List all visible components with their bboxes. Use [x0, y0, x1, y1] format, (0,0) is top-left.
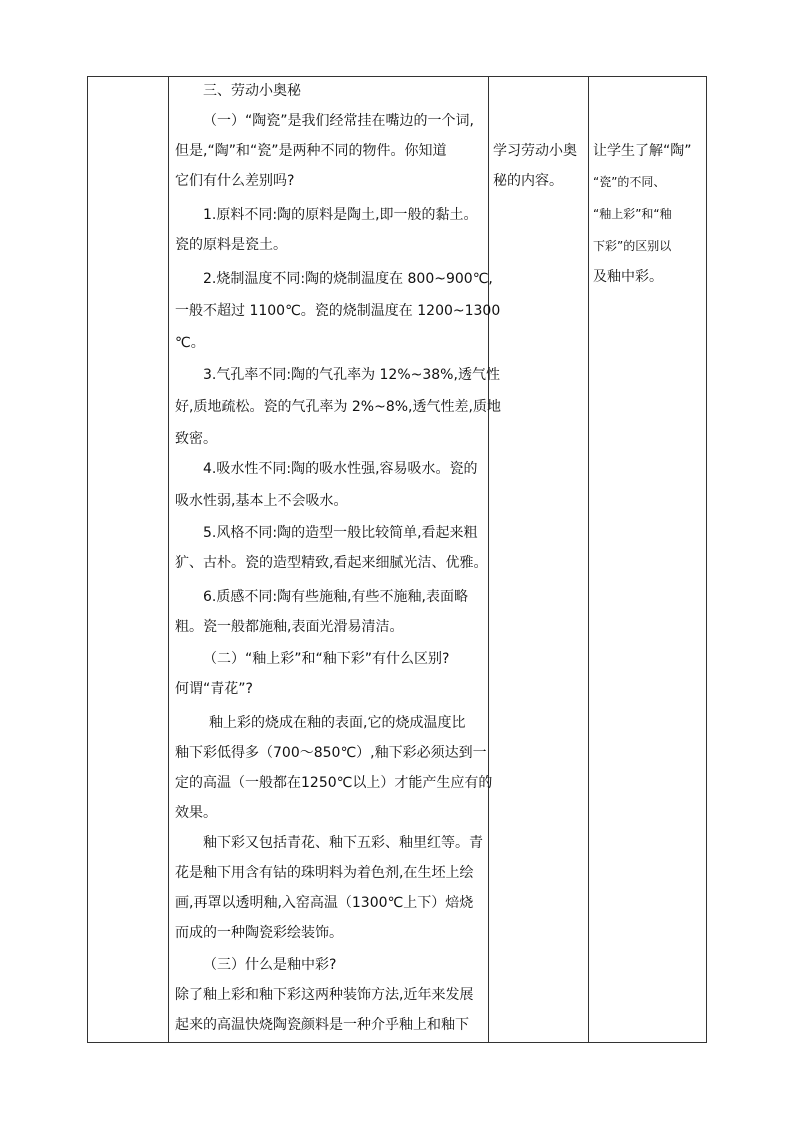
- text-line: 釉上彩的烧成在釉的表面,它的烧成温度比: [209, 715, 466, 731]
- column-divider: [168, 77, 169, 1042]
- text-line: ℃。: [175, 335, 205, 351]
- column-divider: [488, 77, 489, 1042]
- text-line: 犷、古朴。瓷的造型精致,看起来细腻光洁、优雅。: [175, 555, 488, 571]
- text-line: 瓷的原料是瓷土。: [175, 237, 287, 253]
- text-line: 秘的内容。: [493, 173, 563, 189]
- text-line: 除了釉上彩和釉下彩这两种装饰方法,近年来发展: [175, 987, 474, 1003]
- text-line: （一）“陶瓷”是我们经常挂在嘴边的一个词,: [203, 113, 474, 129]
- text-line: 致密。: [175, 431, 217, 447]
- text-line: 画,再罩以透明釉,入窑高温（1300℃上下）焙烧: [175, 895, 474, 911]
- text-line: 定的高温（一般都在1250℃以上）才能产生应有的: [175, 775, 493, 791]
- text-line: 效果。: [175, 805, 217, 821]
- text-line: （二）“釉上彩”和“釉下彩”有什么区别?: [203, 651, 450, 667]
- text-line: 5.风格不同:陶的造型一般比较简单,看起来粗: [203, 525, 478, 541]
- text-line: 釉下彩低得多（700～850℃）,釉下彩必须达到一: [175, 745, 487, 761]
- text-line: 釉下彩又包括青花、釉下五彩、釉里红等。青: [203, 835, 483, 851]
- text-line: 一般不超过 1100℃。瓷的烧制温度在 1200~1300: [175, 303, 501, 319]
- section-heading: 三、劳动小奥秘: [203, 83, 301, 99]
- text-line: 粗。瓷一般都施釉,表面光滑易清洁。: [175, 619, 404, 635]
- text-line: 1.原料不同:陶的原料是陶土,即一般的黏土。: [203, 207, 478, 223]
- text-line: 但是,“陶”和“瓷”是两种不同的物件。你知道: [175, 143, 447, 159]
- text-line: 下彩”的区别以: [593, 239, 672, 253]
- text-line: （三）什么是釉中彩?: [203, 957, 337, 973]
- text-line: 及釉中彩。: [593, 269, 663, 285]
- text-line: 起来的高温快烧陶瓷颜料是一种介乎釉上和釉下: [175, 1017, 469, 1033]
- text-line: 6.质感不同:陶有些施釉,有些不施釉,表面略: [203, 589, 468, 605]
- text-line: 3.气孔率不同:陶的气孔率为 12%~38%,透气性: [203, 367, 500, 383]
- text-line: 它们有什么差别吗?: [175, 173, 295, 189]
- text-line: 花是釉下用含有钴的珠明料为着色剂,在生坯上绘: [175, 865, 474, 881]
- text-line: 2.烧制温度不同:陶的烧制温度在 800~900℃,: [203, 271, 493, 287]
- text-line: 学习劳动小奥: [493, 143, 577, 159]
- text-line: 4.吸水性不同:陶的吸水性强,容易吸水。瓷的: [203, 461, 478, 477]
- text-line: “瓷”的不同、: [593, 175, 666, 189]
- text-line: 好,质地疏松。瓷的气孔率为 2%~8%,透气性差,质地: [175, 399, 501, 415]
- text-line: 而成的一种陶瓷彩绘装饰。: [175, 925, 343, 941]
- text-line: 吸水性弱,基本上不会吸水。: [175, 493, 348, 509]
- column-divider: [588, 77, 589, 1042]
- text-line: “釉上彩”和“釉: [593, 207, 672, 221]
- lesson-table: [87, 76, 707, 1043]
- text-line: 让学生了解“陶”: [593, 143, 692, 159]
- text-line: 何谓“青花”?: [175, 681, 253, 697]
